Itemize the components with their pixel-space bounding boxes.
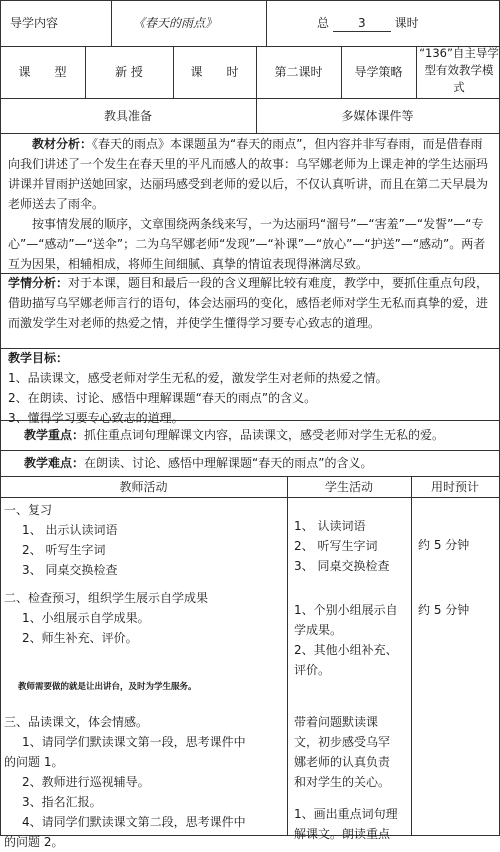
list-item: 2、 听写生字词 — [22, 543, 106, 557]
teaching-key-text: 抓住重点词句理解课文内容，品读课文，感受老师对学生无私的爱。 — [84, 428, 445, 442]
list-item: 2、其他小组补充、 — [294, 643, 398, 657]
row-divider — [0, 497, 500, 498]
teaching-difficulty-title: 教学难点： — [24, 456, 85, 470]
student-activity-preview — [294, 600, 409, 680]
list-item: 评价。 — [294, 663, 331, 677]
col-header-time: 用时预计 — [430, 480, 479, 494]
list-item: 1、请同学们默读课文第一段，思考课件中 — [22, 735, 246, 749]
material-analysis-p1: 《春天的雨点》本课题虽为“春天的雨点”，但内容并非写春雨，而是借春雨向我们讲述了一个发生在春天里的平凡而感人的故事：乌罕娜老师为上课走神的学生达丽玛讲课并冒雨护送她回家，达丽玛感受到老师的爱以后，不仅认真听讲，而且在第二天早晨为老师送去了雨伞。 — [8, 137, 489, 211]
list-item: 1、个别小组展示自 — [294, 603, 398, 617]
material-analysis — [8, 134, 494, 274]
total-periods — [317, 13, 497, 33]
guide-content-label: 导学内容 — [10, 16, 59, 30]
list-item: 学成果。 — [294, 623, 343, 637]
period-value: 第二课时 — [274, 65, 323, 79]
list-item: 1、画出重点词句理 — [294, 807, 398, 821]
col-header-teacher: 教师活动 — [119, 480, 168, 494]
learning-analysis-text: 对于本课，题目和最后一段的含义理解比较有难度，教学中，要抓住重点句段，借助描写乌罕娜老师言行的语句，体会达丽玛的变化，感悟老师对学生无私而真挚的爱，进而激发学生对老师的热爱之情，并使学生懂得学习要专心致志的道理。 — [8, 276, 489, 330]
list-item: 的问题 1。 — [4, 755, 64, 769]
teaching-goal-item: 2、在朗读、讨论、感悟中理解课题“春天的雨点”的含义。 — [8, 391, 317, 405]
teaching-key-title: 教学重点： — [24, 428, 85, 442]
time-estimate-1: 约 5 分钟 — [418, 538, 470, 552]
teaching-goals — [8, 348, 494, 428]
list-item: 娜老师的认真负责 — [294, 755, 391, 769]
material-analysis-p2: 按事情发展的顺序，文章围绕两条线来写，一为达丽玛“溜号”—“害羞”—“发誓”—“专心”—“感动”—“送伞”；二为乌罕娜老师“发现”—“补课”—“放心”—“护送”—“感动”。两者互为因果，相辅相成，将师生间细腻、真挚的情谊表现得淋漓尽致。 — [8, 217, 486, 271]
list-item: 和对学生的关心。 — [294, 775, 391, 789]
list-item: 带着问题默读课 — [294, 715, 379, 729]
strategy-label: 导学策略 — [354, 65, 403, 79]
list-item: 解课文。朗读重点 — [294, 827, 391, 841]
list-item: 文，初步感受乌罕 — [294, 735, 391, 749]
list-item: 4、请同学们默读课文第二段，思考课件中 — [22, 815, 246, 829]
list-item: 1、小组展示自学成果。 — [22, 611, 150, 625]
learning-analysis-title: 学情分析： — [8, 276, 69, 290]
student-activity-review — [294, 516, 409, 576]
prep-label: 教具准备 — [103, 109, 152, 123]
list-item: 的问题 2。 — [4, 835, 64, 849]
list-item: 3、 同桌交换检查 — [22, 563, 118, 577]
type-label: 课 型 — [18, 65, 67, 79]
total-prefix: 总 — [317, 16, 330, 30]
row-divider — [0, 98, 500, 99]
col-divider — [416, 46, 417, 98]
section-title: 二、检查预习，组织学生展示自学成果 — [4, 591, 209, 605]
teacher-activity-reading — [4, 712, 286, 852]
teaching-goal-item: 1、品读课文，感受老师对学生无私的爱，激发学生对老师的热爱之情。 — [8, 371, 388, 385]
list-item: 2、师生补充、评价。 — [22, 631, 138, 645]
student-activity-reading — [294, 712, 409, 844]
lesson-title-text: 《春天的雨点》 — [133, 16, 218, 30]
col-divider — [266, 0, 267, 46]
teacher-activity-review — [4, 500, 286, 580]
list-item: 1、 出示认读词语 — [22, 523, 118, 537]
material-analysis-title: 教材分析： — [32, 137, 93, 151]
list-spacer — [294, 792, 409, 804]
period-label: 课 时 — [190, 65, 239, 79]
list-item: 3、 同桌交换检查 — [294, 559, 390, 573]
list-item: 3、指名汇报。 — [22, 795, 102, 809]
teaching-difficulty — [24, 453, 496, 473]
teaching-goal-item: 3、懂得学习要专心致志的道理。 — [8, 411, 184, 425]
list-item: 2、 听写生字词 — [294, 539, 378, 553]
col-header-student: 学生活动 — [324, 480, 373, 494]
teaching-difficulty-text: 在朗读、讨论、感悟中理解课题“春天的雨点”的含义。 — [84, 456, 373, 470]
table-border-top — [0, 0, 500, 1]
list-item: 1、 认读词语 — [294, 519, 366, 533]
strategy-value: “136”自主导学型有效教学模式 — [419, 46, 499, 94]
col-divider — [411, 476, 412, 836]
prep-value: 多媒体课件等 — [341, 109, 414, 123]
section-title: 三、品读课文，体会情感。 — [4, 715, 149, 729]
row-divider — [0, 450, 500, 451]
lesson-title — [111, 13, 266, 33]
col-divider — [287, 476, 288, 836]
section-title: 一、复习 — [4, 503, 53, 517]
type-value: 新 授 — [115, 65, 143, 79]
teacher-activity-preview — [4, 588, 286, 648]
teacher-note: 教师需要做的就是让出讲台，及时为学生服务。 — [18, 682, 197, 692]
time-estimate-2: 约 5 分钟 — [418, 603, 470, 617]
list-item: 2、教师进行巡视辅导。 — [22, 775, 150, 789]
teaching-key — [24, 425, 496, 445]
teaching-goals-title: 教学目标： — [8, 351, 69, 365]
learning-analysis — [8, 273, 494, 333]
total-suffix: 课时 — [394, 16, 419, 30]
total-value: 3 — [333, 16, 391, 32]
